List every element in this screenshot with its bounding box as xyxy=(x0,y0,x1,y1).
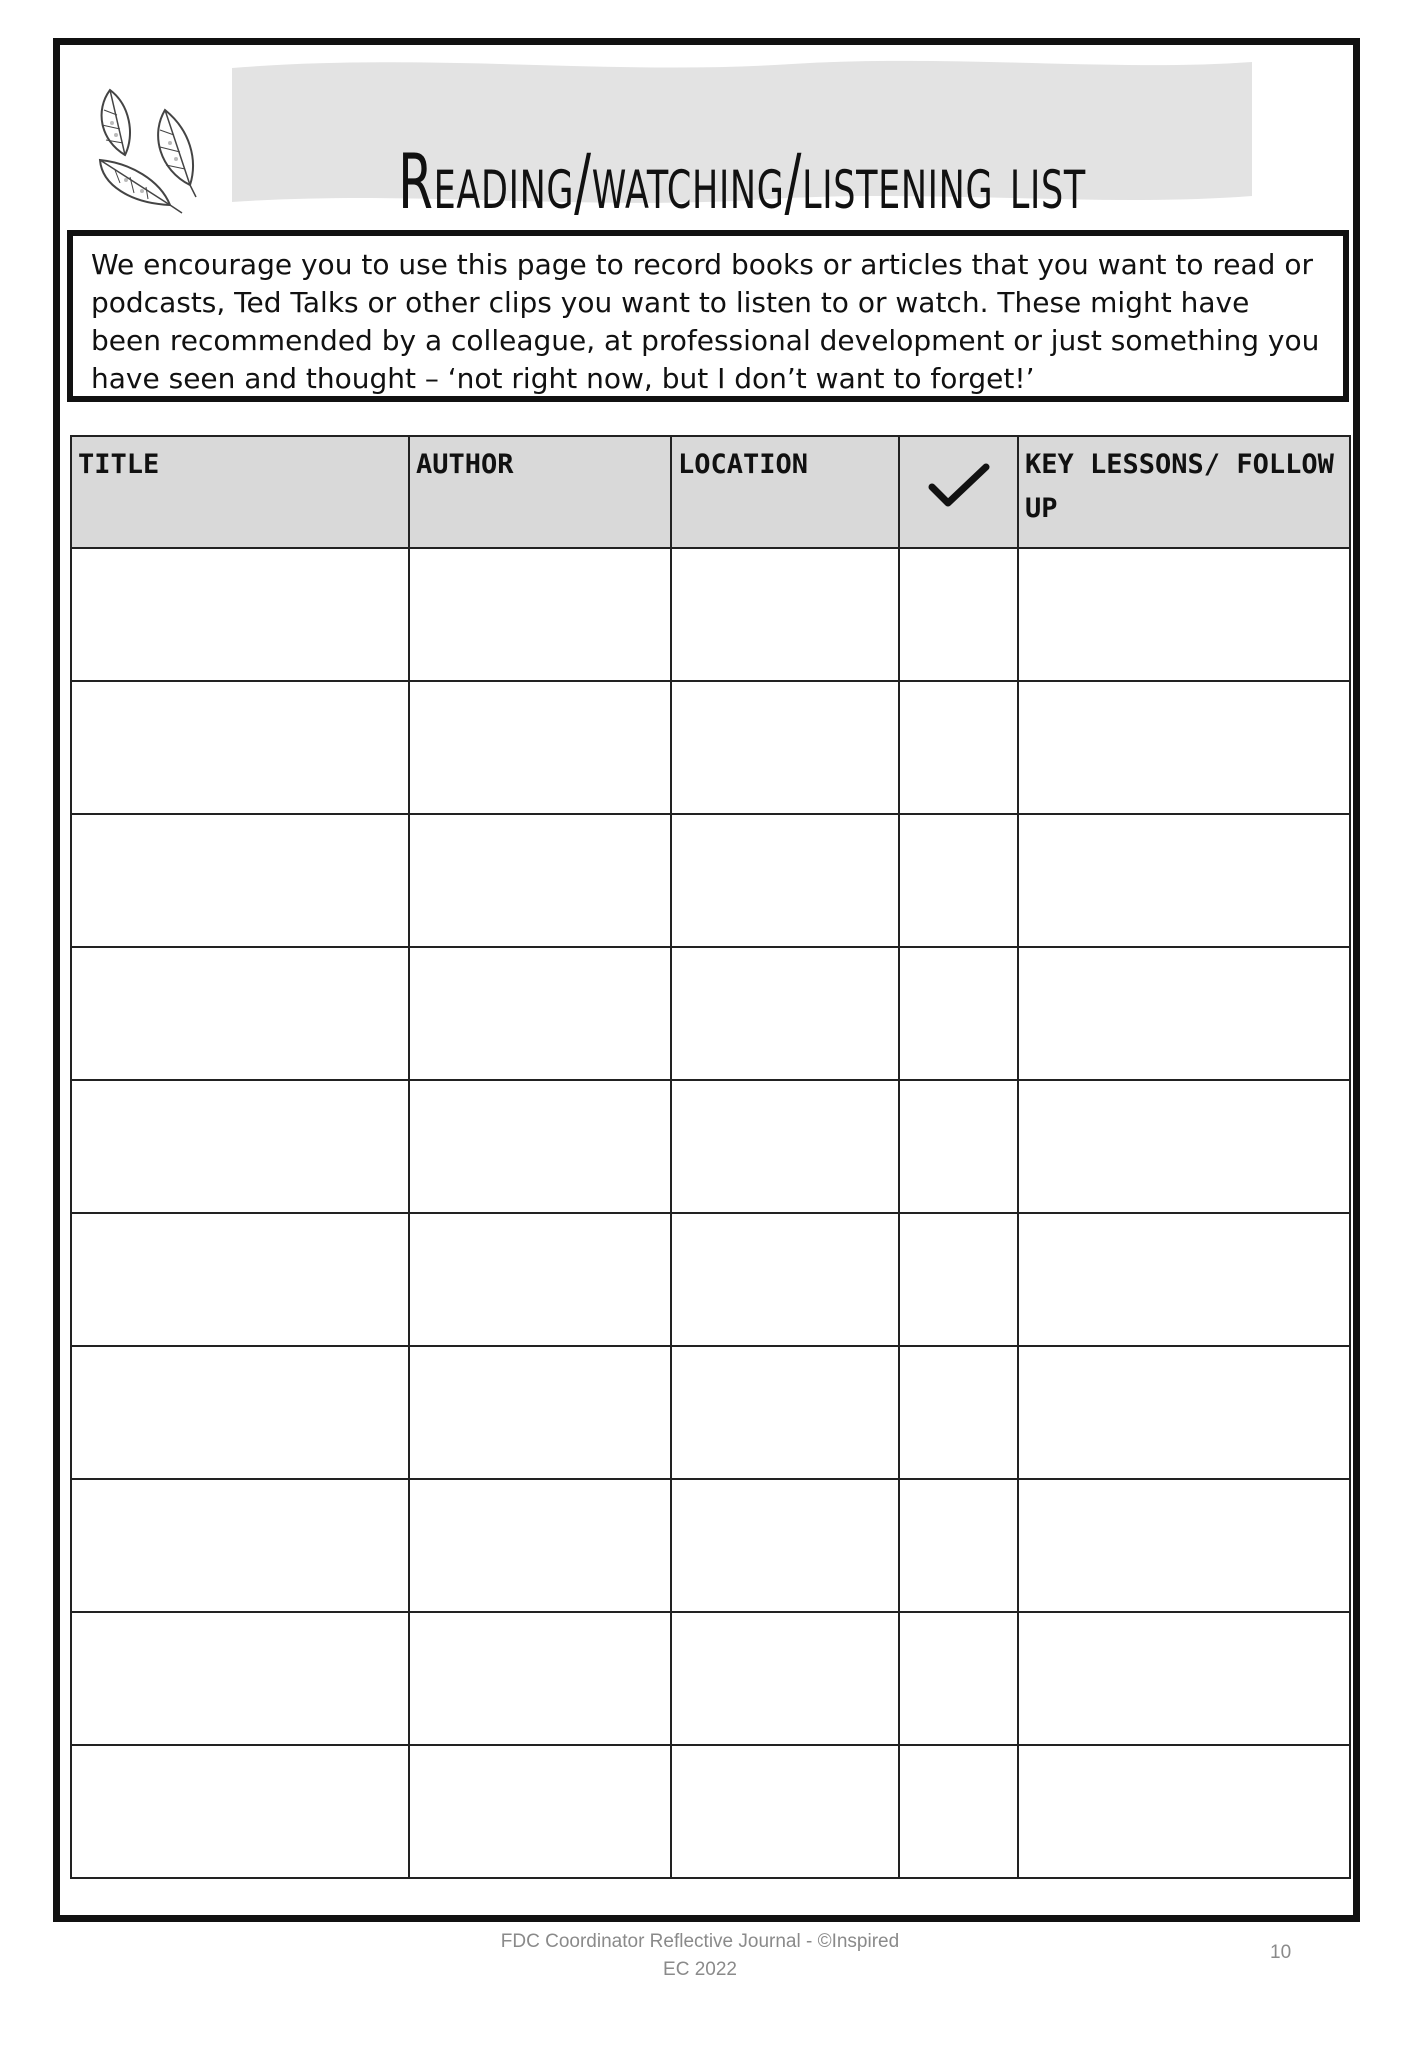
location-cell[interactable] xyxy=(671,1479,899,1612)
table-row xyxy=(71,548,1350,681)
intro-text: We encourage you to use this page to record books or articles that you want to read or podcasts, Ted Talks or other clips you want to listen to or watch. These might have been recommended by a colleague, at professional development or just something you have seen and thought – ‘not right now, but I don’t want to forget!’ xyxy=(91,248,1320,395)
location-cell[interactable] xyxy=(671,1080,899,1213)
title-cell[interactable] xyxy=(71,1479,409,1612)
table-row xyxy=(71,1745,1350,1878)
table-row xyxy=(71,1346,1350,1479)
title-cell[interactable] xyxy=(71,1080,409,1213)
table-row xyxy=(71,947,1350,1080)
author-cell[interactable] xyxy=(409,1612,671,1745)
table-header-row xyxy=(71,436,1350,548)
location-cell[interactable] xyxy=(671,947,899,1080)
footer-text xyxy=(430,1928,970,1984)
author-cell[interactable] xyxy=(409,548,671,681)
check-cell[interactable] xyxy=(899,1745,1018,1878)
check-cell[interactable] xyxy=(899,1213,1018,1346)
key-lessons-cell[interactable] xyxy=(1018,1346,1350,1479)
author-cell[interactable] xyxy=(409,681,671,814)
key-lessons-cell[interactable] xyxy=(1018,814,1350,947)
column-header-location: LOCATION xyxy=(671,436,899,548)
intro-box xyxy=(67,230,1349,402)
key-lessons-cell[interactable] xyxy=(1018,1080,1350,1213)
location-cell[interactable] xyxy=(671,1745,899,1878)
check-cell[interactable] xyxy=(899,1479,1018,1612)
key-lessons-cell[interactable] xyxy=(1018,1612,1350,1745)
check-cell[interactable] xyxy=(899,1346,1018,1479)
footer-line-1: FDC Coordinator Reflective Journal - ©Inspired xyxy=(500,1931,900,1952)
column-header-title: TITLE xyxy=(71,436,409,548)
title-cell[interactable] xyxy=(71,1745,409,1878)
key-lessons-cell[interactable] xyxy=(1018,1745,1350,1878)
location-cell[interactable] xyxy=(671,814,899,947)
author-cell[interactable] xyxy=(409,1479,671,1612)
check-cell[interactable] xyxy=(899,947,1018,1080)
check-cell[interactable] xyxy=(899,1080,1018,1213)
check-cell[interactable] xyxy=(899,548,1018,681)
author-cell[interactable] xyxy=(409,1745,671,1878)
title-cell[interactable] xyxy=(71,947,409,1080)
table-row xyxy=(71,681,1350,814)
location-cell[interactable] xyxy=(671,548,899,681)
check-cell[interactable] xyxy=(899,814,1018,947)
column-header-key-lessons: KEY LESSONS/ FOLLOW UP xyxy=(1018,436,1350,548)
title-cell[interactable] xyxy=(71,1612,409,1745)
footer-line-2: EC 2022 xyxy=(663,1959,737,1980)
page-number: 10 xyxy=(1270,1942,1292,1963)
location-cell[interactable] xyxy=(671,1612,899,1745)
column-header-author: AUTHOR xyxy=(409,436,671,548)
title-cell[interactable] xyxy=(71,814,409,947)
table-row xyxy=(71,814,1350,947)
author-cell[interactable] xyxy=(409,1213,671,1346)
column-header-check xyxy=(899,436,1018,548)
table-row xyxy=(71,1213,1350,1346)
leaves-icon xyxy=(90,85,225,215)
key-lessons-cell[interactable] xyxy=(1018,548,1350,681)
table-row xyxy=(71,1080,1350,1213)
check-cell[interactable] xyxy=(899,681,1018,814)
location-cell[interactable] xyxy=(671,681,899,814)
title-cell[interactable] xyxy=(71,681,409,814)
location-cell[interactable] xyxy=(671,1213,899,1346)
table-row xyxy=(71,1612,1350,1745)
reading-list-table xyxy=(70,435,1351,1879)
title-cell[interactable] xyxy=(71,1213,409,1346)
page-title: Reading/watching/listening list xyxy=(398,137,1086,227)
key-lessons-cell[interactable] xyxy=(1018,1213,1350,1346)
title-banner xyxy=(232,56,1252,227)
author-cell[interactable] xyxy=(409,814,671,947)
check-cell[interactable] xyxy=(899,1612,1018,1745)
key-lessons-cell[interactable] xyxy=(1018,947,1350,1080)
author-cell[interactable] xyxy=(409,947,671,1080)
author-cell[interactable] xyxy=(409,1080,671,1213)
key-lessons-cell[interactable] xyxy=(1018,1479,1350,1612)
author-cell[interactable] xyxy=(409,1346,671,1479)
table-row xyxy=(71,1479,1350,1612)
table-body xyxy=(71,548,1350,1878)
checkmark-icon xyxy=(924,487,994,518)
location-cell[interactable] xyxy=(671,1346,899,1479)
key-lessons-cell[interactable] xyxy=(1018,681,1350,814)
title-cell[interactable] xyxy=(71,1346,409,1479)
title-cell[interactable] xyxy=(71,548,409,681)
